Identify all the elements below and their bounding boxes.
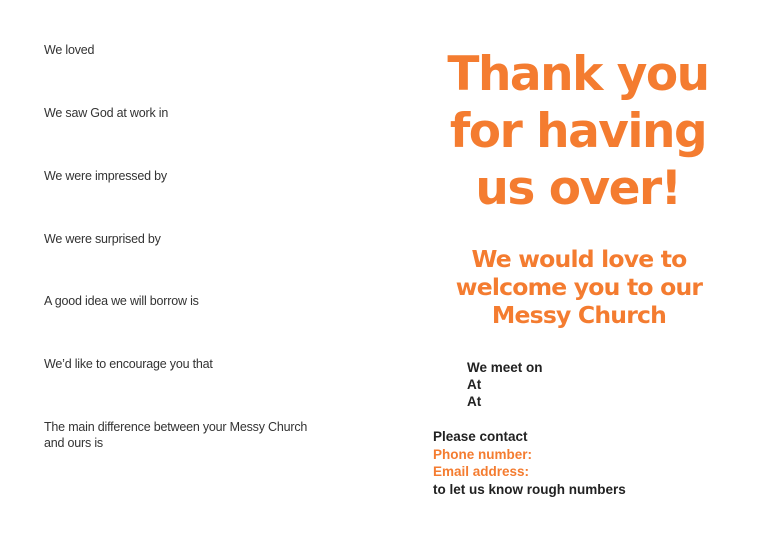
headline-line: for having [449, 104, 707, 159]
headline-line: us over! [475, 161, 681, 216]
prompt-main-difference-line2: and ours is [44, 436, 103, 450]
contact-outro: to let us know rough numbers [433, 481, 626, 497]
subhead-line: We would love to [471, 245, 687, 273]
subhead-line: Messy Church [491, 301, 667, 329]
right-page [384, 0, 768, 540]
prompt-we-loved: We loved [44, 43, 95, 57]
prompt-main-difference-line1: The main difference between your Messy Church [44, 420, 308, 434]
subhead-line: welcome you to our [455, 273, 703, 301]
phone-number-label: Phone number: [433, 446, 533, 462]
meet-at-label: At [467, 394, 482, 409]
contact-intro: Please contact [433, 429, 528, 444]
thank-you-headline [424, 46, 732, 217]
prompt-impressed-by: We were impressed by [44, 169, 167, 183]
email-address-label: Email address: [433, 464, 530, 479]
headline-line: Thank you [447, 47, 709, 102]
contact-details [433, 428, 626, 498]
meet-on-label: We meet on [467, 360, 543, 375]
prompt-surprised-by: We were surprised by [44, 232, 161, 246]
welcome-subheading [424, 245, 734, 329]
prompt-good-idea: A good idea we will borrow is [44, 294, 199, 308]
prompt-god-at-work: We saw God at work in [44, 106, 169, 120]
prompt-encourage: We’d like to encourage you that [44, 357, 213, 371]
meet-at-label: At [467, 377, 482, 392]
meeting-details [467, 359, 543, 410]
